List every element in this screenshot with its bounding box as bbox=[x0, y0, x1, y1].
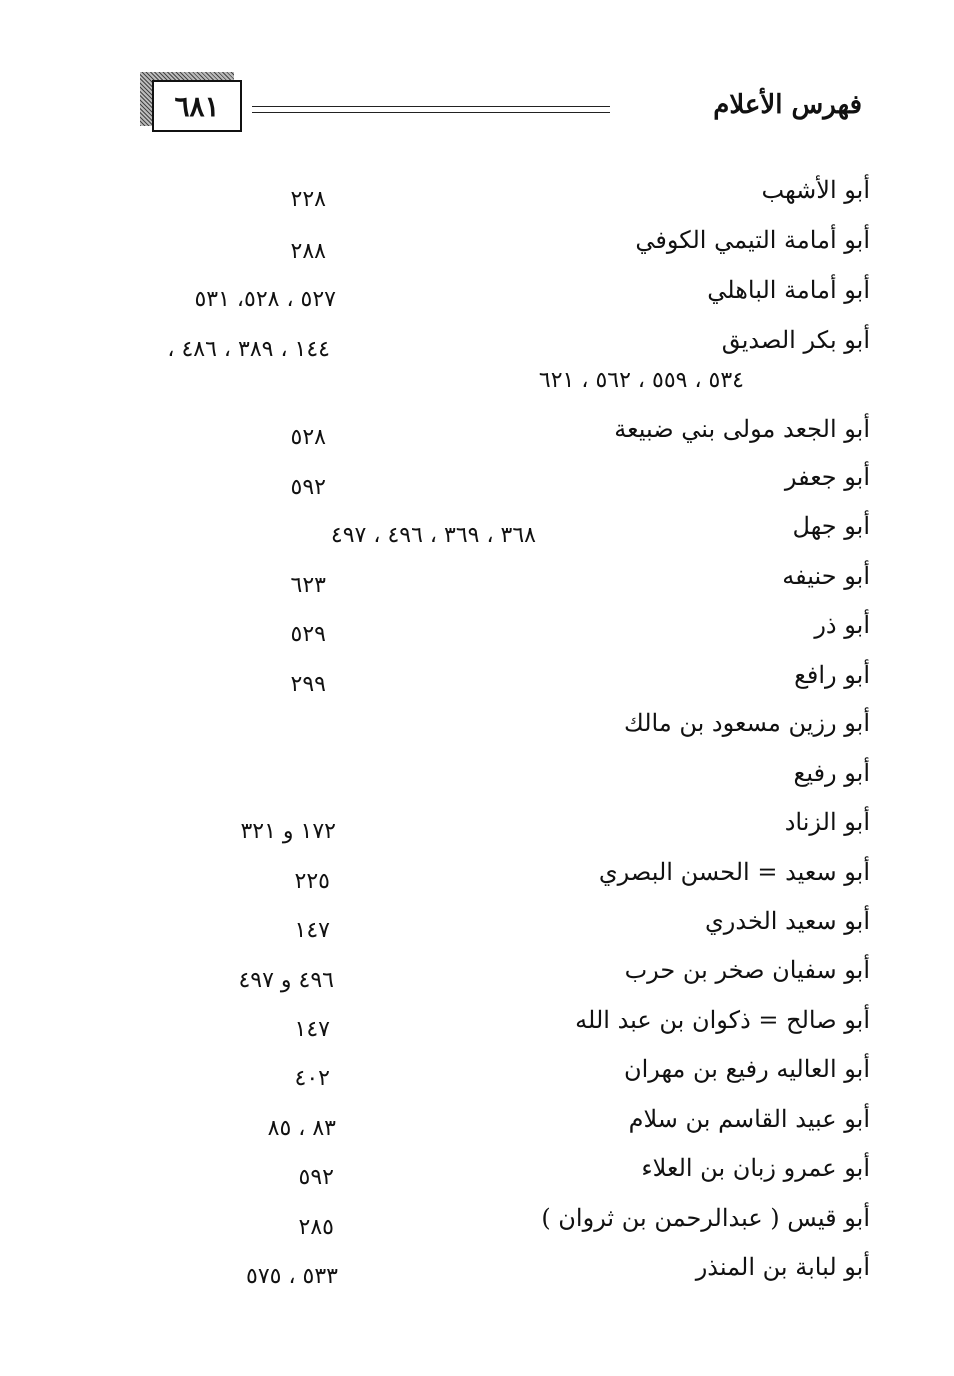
entry-name: أبو صالح = ذكوان بن عبد الله bbox=[575, 1006, 870, 1034]
entry-name: أبو رافع bbox=[794, 661, 870, 689]
entry-pages: ٤٩٦ و ٤٩٧ bbox=[238, 968, 334, 993]
entry-pages-continued: ٥٣٤ ، ٥٥٩ ، ٥٦٢ ، ٦٢١ bbox=[538, 368, 744, 393]
entry-name: أبو رفيع bbox=[793, 759, 870, 787]
entry-pages: ٤٠٢ bbox=[294, 1066, 330, 1091]
entry-pages: ٦٢٣ bbox=[290, 573, 326, 598]
entry-pages: ١٤٧ bbox=[294, 918, 330, 943]
entry-pages: ٢٢٥ bbox=[294, 869, 330, 894]
entry-name: أبو جهل bbox=[792, 512, 870, 540]
entry-pages: ٨٣ ، ٨٥ bbox=[267, 1116, 336, 1141]
entry-name: أبو أمامة الباهلي bbox=[707, 276, 870, 304]
entry-pages: ٥٣٣ ، ٥٧٥ bbox=[246, 1264, 338, 1289]
entry-pages: ٢٨٨ bbox=[290, 239, 326, 264]
entry-pages: ٣٦٨ ، ٣٦٩ ، ٤٩٦ ، ٤٩٧ bbox=[330, 523, 536, 548]
entry-pages: ١٤٧ bbox=[294, 1017, 330, 1042]
entry-name: أبو ذر bbox=[814, 611, 870, 639]
entry-name: أبو سعيد الخدري bbox=[705, 907, 870, 935]
entry-pages: ١٤٤ ، ٣٨٩ ، ٤٨٦ ، bbox=[167, 337, 330, 362]
entry-name: أبو سعيد = الحسن البصري bbox=[598, 858, 870, 886]
entry-name: أبو الزناد bbox=[784, 808, 870, 836]
entry-name: أبو العاليه رفيع بن مهران bbox=[623, 1055, 870, 1083]
entry-name: أبو بكر الصديق bbox=[721, 326, 870, 354]
entry-pages: ٥٢٩ bbox=[290, 622, 326, 647]
entry-name: أبو الأشهب bbox=[761, 176, 870, 204]
entry-pages: ١٧٢ و ٣٢١ bbox=[240, 819, 336, 844]
entry-name: أبو جعفر bbox=[784, 463, 870, 491]
entry-name: أبو عمرو زبان بن العلاء bbox=[641, 1154, 870, 1182]
entry-name: أبو أمامة التيمي الكوفي bbox=[635, 226, 870, 254]
entry-pages: ٢٢٨ bbox=[290, 187, 326, 212]
entry-pages: ٥٩٢ bbox=[298, 1165, 334, 1190]
entry-name: أبو سفيان صخر بن حرب bbox=[624, 956, 870, 984]
entry-name: أبو رزين مسعود بن مالك bbox=[624, 709, 870, 737]
page-title: فهرس الأعلام bbox=[713, 90, 862, 120]
entry-name: أبو عبيد القاسم بن سلام bbox=[628, 1105, 870, 1133]
entry-pages: ٥٩٢ bbox=[290, 475, 326, 500]
entry-pages: ٥٢٨ bbox=[290, 425, 326, 450]
entry-pages: ٢٩٩ bbox=[290, 672, 326, 697]
entry-name: أبو لبابة بن المنذر bbox=[695, 1253, 870, 1281]
entry-name: أبو قيس ( عبدالرحمن بن ثروان ) bbox=[541, 1204, 870, 1232]
entry-name: أبو الجعد مولى بني ضبيعة bbox=[614, 415, 870, 443]
entry-pages: ٥٢٧ ، ٥٢٨، ٥٣١ bbox=[194, 287, 336, 312]
page-number: ٦٨١ bbox=[152, 80, 242, 132]
entry-name: أبو حنيفه bbox=[782, 562, 870, 590]
entry-pages: ٢٨٥ bbox=[298, 1215, 334, 1240]
